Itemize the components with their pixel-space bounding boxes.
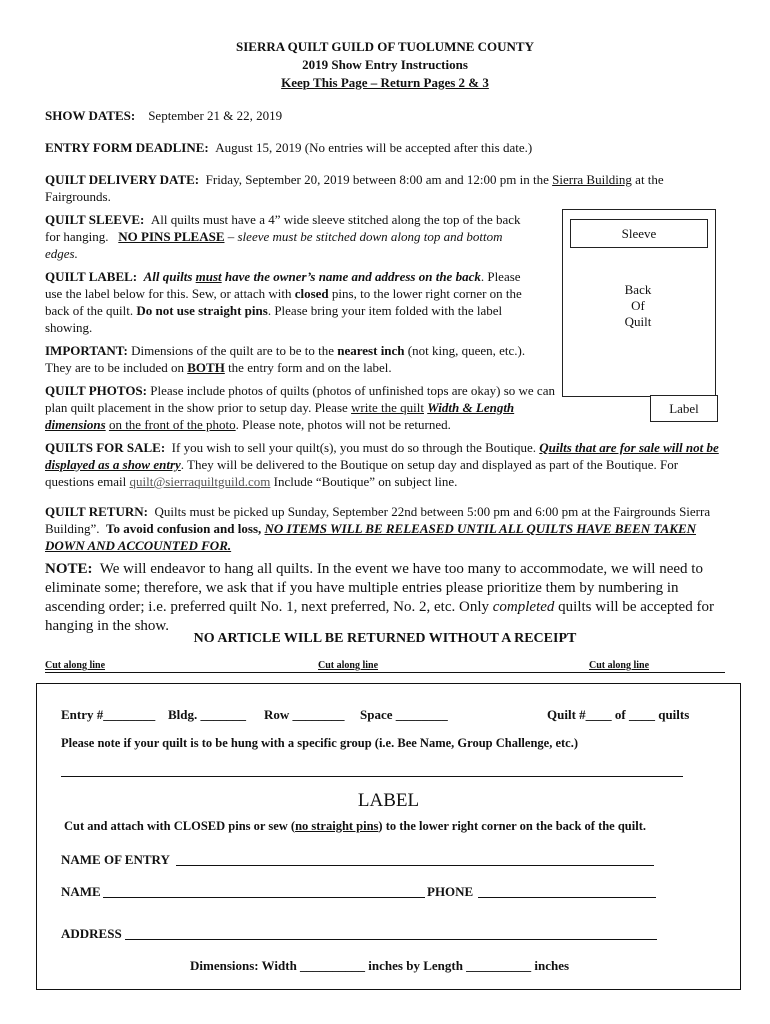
label-must: must xyxy=(195,269,222,284)
label-closed: closed xyxy=(294,286,329,301)
delivery-label: QUILT DELIVERY DATE: xyxy=(45,172,200,187)
no-pins-please: NO PINS PLEASE xyxy=(118,229,225,244)
return-text-1: Quilts must be picked up Sunday, September 22nd between 5:00 pm and 6:00 pm at the Fairgrounds Sierra Building”. xyxy=(45,504,711,536)
label-form-box xyxy=(36,683,741,990)
deadline-label: ENTRY FORM DEADLINE: xyxy=(45,140,209,155)
bldg-field[interactable]: Bldg. _______ xyxy=(168,707,247,722)
photos-dimensions: Width & Length dimensions xyxy=(45,400,515,432)
entry-number-field[interactable]: Entry #________ xyxy=(61,707,156,722)
label-instr-2: ) to the lower right corner on the back of the quilt. xyxy=(378,819,646,833)
address-label: ADDRESS xyxy=(61,926,122,941)
show-dates xyxy=(45,107,725,124)
photos-text-1: Please include photos of quilts (photos of unfinished tops are okay) so we can plan quilt placement in the show prior to setup day. Please xyxy=(45,383,555,415)
cut-label-right: Cut along line xyxy=(589,660,650,671)
label-section-label: QUILT LABEL: xyxy=(45,269,138,284)
deadline-value: August 15, 2019 (No entries will be accepted after this date.) xyxy=(215,140,533,155)
important-label: IMPORTANT: xyxy=(45,343,128,358)
important-section xyxy=(45,342,540,376)
phone-label: PHONE xyxy=(427,884,474,899)
sale-not-displayed: Quilts that are for sale will not be displayed as a show entry xyxy=(45,440,719,472)
delivery-text-1: Friday, September 20, 2019 between 8:00 am and 12:00 pm in the xyxy=(205,172,549,187)
cut-label-left: Cut along line xyxy=(45,660,106,671)
org-title: SIERRA QUILT GUILD OF TUOLUMNE COUNTY xyxy=(236,39,534,54)
diagram-of-text: Of xyxy=(631,298,645,313)
photos-section xyxy=(45,382,555,433)
important-text-1: Dimensions of the quilt are to be to the xyxy=(131,343,334,358)
delivery-text-2: at the Fairgrounds. xyxy=(45,172,664,204)
note-section xyxy=(45,560,725,636)
space-field[interactable]: Space ________ xyxy=(360,707,448,722)
note-completed: completed xyxy=(492,599,555,615)
note-label: NOTE: xyxy=(45,561,93,577)
address-input[interactable] xyxy=(125,939,657,940)
row-field[interactable]: Row ________ xyxy=(264,707,345,722)
label-italic-2: have the owner’s name and address on the back xyxy=(224,269,481,284)
important-text-3: the entry form and on the label. xyxy=(228,360,392,375)
diagram-quilt-text: Quilt xyxy=(624,314,652,329)
return-no-items: NO ITEMS WILL BE RELEASED UNTIL ALL QUILTS HAVE BEEN TAKEN DOWN AND ACCOUNTED FOR. xyxy=(45,521,697,553)
label-title: LABEL xyxy=(357,790,420,811)
page-subtitle: 2019 Show Entry Instructions xyxy=(302,57,468,72)
diagram-sleeve-box xyxy=(570,219,708,248)
name-label: NAME xyxy=(61,884,101,899)
group-input-line[interactable] xyxy=(61,776,683,777)
group-note: Please note if your quilt is to be hung with a specific group (i.e. Bee Name, Group Challenge, etc.) xyxy=(61,736,578,750)
cut-line[interactable] xyxy=(45,672,725,673)
sleeve-text-2: – sleeve must be stitched down along top and bottom edges. xyxy=(45,229,503,261)
sleeve-section xyxy=(45,211,530,262)
diagram-back-text: Back xyxy=(624,282,652,297)
label-text-1: . Please use the label below for this. Sew, or attach with xyxy=(45,269,521,301)
name-input[interactable] xyxy=(103,897,425,898)
show-dates-label: SHOW DATES: xyxy=(45,108,136,123)
phone-input[interactable] xyxy=(478,897,656,898)
important-both: BOTH xyxy=(187,360,225,375)
name-of-entry-input[interactable] xyxy=(176,865,654,866)
important-nearest: nearest inch xyxy=(337,343,405,358)
photos-write: write the quilt xyxy=(351,400,424,415)
boutique-email-link[interactable]: quilt@sierraquiltguild.com xyxy=(129,474,271,489)
cut-label-middle: Cut along line xyxy=(318,660,379,671)
note-text-1: We will endeavor to hang all quilts. In the event we have too many to accommodate, we will need to eliminate some; therefore, we ask that if you have multiple entries please prioritize them by numbering in ascending order; i.e. preferred quilt No. 1, next preferred, No. 2, etc. Only xyxy=(45,561,703,615)
sale-text-2: . They will be delivered to the Boutique on setup day and displayed as part of the Boutique. For questions email xyxy=(45,457,679,489)
keep-page-note xyxy=(0,74,770,91)
diagram-label-text: Label xyxy=(669,401,699,416)
label-no-straight-pins: Do not use straight pins xyxy=(136,303,268,318)
diagram-label-box xyxy=(650,395,718,422)
note-text-2: quilts will be accepted for hanging in the show. xyxy=(45,599,714,634)
return-avoid: To avoid confusion and loss xyxy=(106,521,259,536)
photos-front: on the front of the photo xyxy=(108,417,236,432)
sale-text-1: If you wish to sell your quilt(s), you must do so through the Boutique. xyxy=(171,440,537,455)
sale-label: QUILTS FOR SALE: xyxy=(45,440,166,455)
label-italic-1: All quilts xyxy=(143,269,193,284)
label-instr-no-straight: no straight pins xyxy=(295,819,379,833)
dimensions-field[interactable]: Dimensions: Width __________ inches by Length __________ inches xyxy=(190,958,570,973)
return-label: QUILT RETURN: xyxy=(45,504,148,519)
show-dates-value: September 21 & 22, 2019 xyxy=(148,108,283,123)
important-text-2: (not king, queen, etc.). They are to be included on xyxy=(45,343,526,375)
diagram-sleeve-text: Sleeve xyxy=(621,226,657,241)
return-comma: , xyxy=(258,521,262,536)
label-instr-1: Cut and attach with CLOSED pins or sew ( xyxy=(64,819,296,833)
quilt-number-field[interactable]: Quilt #____ of ____ quilts xyxy=(547,707,690,722)
label-text-2: pins, to the lower right corner on the back of the quilt. xyxy=(45,286,522,318)
return-section xyxy=(45,503,725,554)
sleeve-label: QUILT SLEEVE: xyxy=(45,212,145,227)
photos-label: QUILT PHOTOS: xyxy=(45,383,147,398)
keep-page-text: Keep This Page – Return Pages 2 & 3 xyxy=(281,75,489,90)
delivery-date xyxy=(45,171,725,205)
diagram-back-of-quilt xyxy=(562,282,714,330)
sierra-building: Sierra Building xyxy=(552,172,632,187)
entry-deadline xyxy=(45,139,725,156)
receipt-notice: NO ARTICLE WILL BE RETURNED WITHOUT A RECEIPT xyxy=(193,631,577,646)
sale-text-3: Include “Boutique” on subject line. xyxy=(273,474,458,489)
sale-section xyxy=(45,439,725,490)
photos-text-2: . Please note, photos will not be returned. xyxy=(235,417,451,432)
label-section xyxy=(45,268,540,336)
label-text-3: . Please bring your item folded with the label showing. xyxy=(45,303,503,335)
sleeve-text-1: All quilts must have a 4” wide sleeve stitched along the top of the back for hanging. xyxy=(45,212,521,244)
name-of-entry-label: NAME OF ENTRY xyxy=(61,852,170,867)
label-instructions xyxy=(64,819,646,834)
